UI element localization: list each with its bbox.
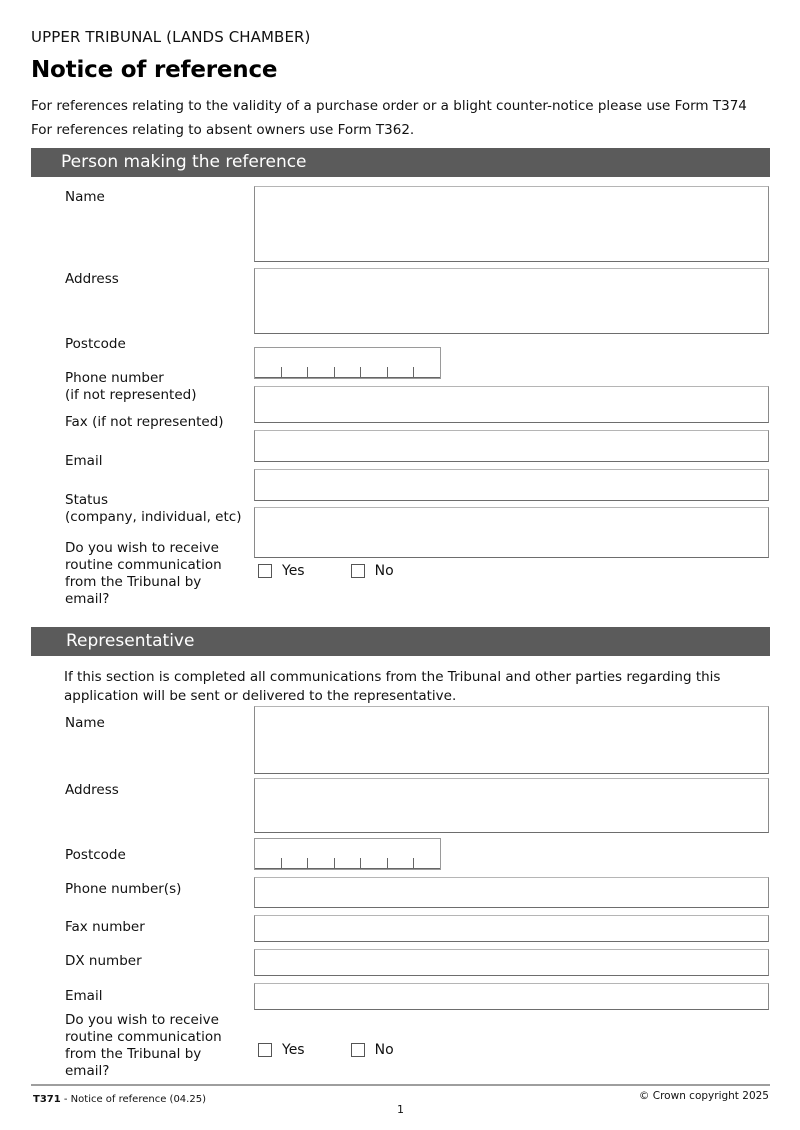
form-code: T371 (33, 1094, 61, 1105)
section-heading-representative: Representative (31, 627, 770, 656)
email-question-line: Do you wish to receive (65, 1012, 219, 1028)
footer-divider (31, 1084, 770, 1086)
label-rep-dx: DX number (65, 953, 142, 969)
section-heading-person: Person making the reference (31, 148, 770, 177)
label-rep-email: Email (65, 988, 103, 1004)
page-number: 1 (397, 1103, 404, 1116)
no-label: No (374, 563, 394, 579)
label-email: Email (65, 453, 103, 469)
rep-phone-field[interactable] (254, 877, 769, 908)
email-question-2 (65, 1012, 222, 1080)
person-name-field[interactable] (254, 186, 769, 262)
label-name: Name (65, 189, 105, 205)
copyright: © Crown copyright 2025 (638, 1090, 769, 1102)
email-question-line: email? (65, 1063, 110, 1079)
person-address-field[interactable] (254, 268, 769, 334)
yes-label: Yes (282, 563, 305, 579)
email-question-line: from the Tribunal by (65, 574, 202, 590)
email-question-1 (65, 540, 222, 608)
no-checkbox[interactable] (351, 564, 365, 578)
label-postcode: Postcode (65, 336, 126, 352)
email-question-line: email? (65, 591, 110, 607)
no-checkbox[interactable] (351, 1043, 365, 1057)
rep-name-field[interactable] (254, 706, 769, 774)
form-title: - Notice of reference (04.25) (60, 1094, 206, 1105)
no-label: No (374, 1042, 394, 1058)
rep-address-field[interactable] (254, 778, 769, 833)
label-phone (65, 370, 196, 404)
person-postcode-field[interactable] (254, 347, 441, 379)
label-rep-fax: Fax number (65, 919, 145, 935)
label-status-line2: (company, individual, etc) (65, 509, 242, 525)
tribunal-name: UPPER TRIBUNAL (LANDS CHAMBER) (31, 28, 311, 46)
label-rep-phone: Phone number(s) (65, 881, 182, 897)
person-status-field[interactable] (254, 507, 769, 558)
label-rep-postcode: Postcode (65, 847, 126, 863)
intro-line-2: For references relating to absent owners use Form T362. (31, 122, 415, 138)
email-question-line: from the Tribunal by (65, 1046, 202, 1062)
label-status (65, 492, 241, 526)
person-phone-field[interactable] (254, 386, 769, 423)
rep-postcode-field[interactable] (254, 838, 441, 870)
intro-line-1: For references relating to the validity of a purchase order or a blight counter-notice please use Form T374 (31, 98, 747, 114)
email-question-line: routine communication (65, 1029, 222, 1045)
rep-dx-field[interactable] (254, 949, 769, 976)
label-fax: Fax (if not represented) (65, 414, 224, 430)
yes-checkbox[interactable] (258, 564, 272, 578)
email-question-line: Do you wish to receive (65, 540, 219, 556)
rep-fax-field[interactable] (254, 915, 769, 942)
yes-label: Yes (282, 1042, 305, 1058)
page-title: Notice of reference (31, 57, 278, 83)
label-address: Address (65, 271, 119, 287)
label-status-line1: Status (65, 492, 109, 508)
label-phone-line2: (if not represented) (65, 387, 197, 403)
rep-email-field[interactable] (254, 983, 769, 1010)
label-rep-name: Name (65, 715, 105, 731)
person-email-field[interactable] (254, 469, 769, 501)
email-consent-options-2 (258, 1042, 394, 1058)
label-phone-line1: Phone number (65, 370, 164, 386)
footer-form-id (33, 1094, 206, 1105)
email-question-line: routine communication (65, 557, 222, 573)
email-consent-options-1 (258, 563, 394, 579)
representative-note: If this section is completed all communications from the Tribunal and other parties regarding this application will be sent or delivered to the representative. (64, 669, 721, 704)
person-fax-field[interactable] (254, 430, 769, 462)
label-rep-address: Address (65, 782, 119, 798)
yes-checkbox[interactable] (258, 1043, 272, 1057)
